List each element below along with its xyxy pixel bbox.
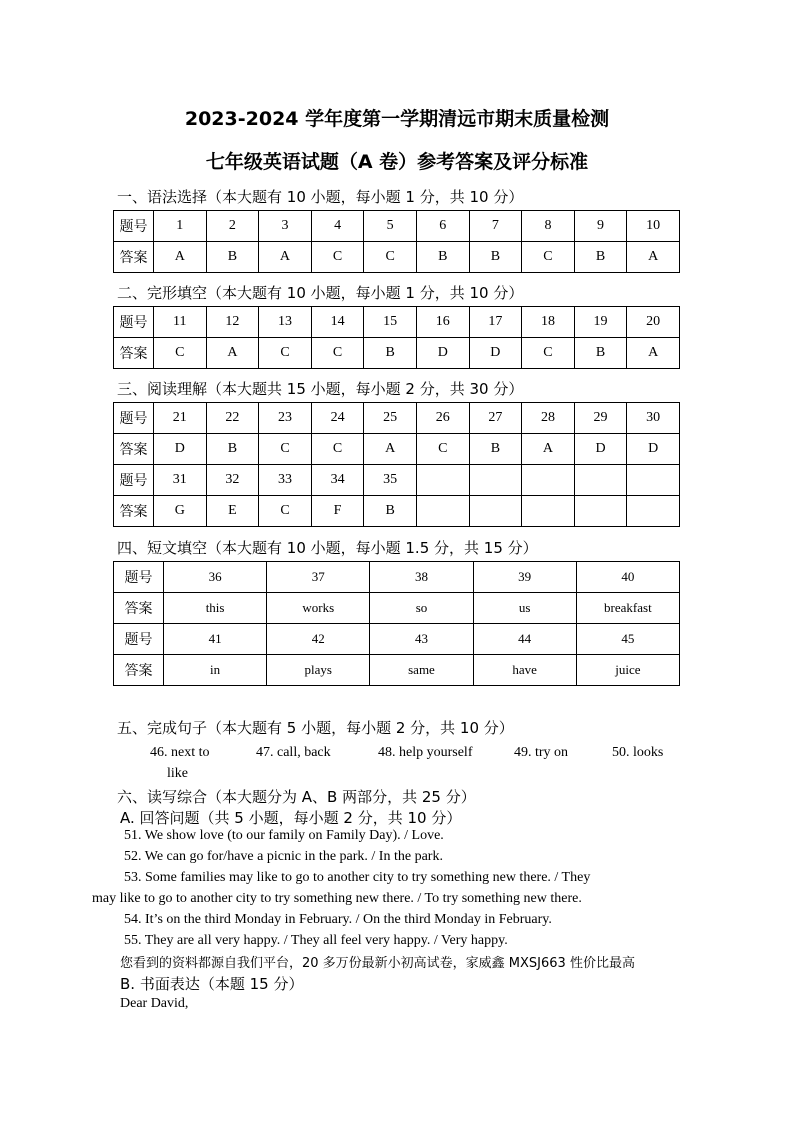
answer-cell: breakfast xyxy=(576,593,679,624)
section-2-table xyxy=(113,306,680,369)
letter-greeting: Dear David, xyxy=(120,996,189,1011)
question-number: 43 xyxy=(370,624,473,655)
empty-cell xyxy=(574,496,627,527)
answer-cell: B xyxy=(416,242,469,273)
answer-cell: B xyxy=(469,242,522,273)
empty-cell xyxy=(522,496,575,527)
answer-47: 47. call, back xyxy=(256,745,331,760)
answer-52: 52. We can go for/have a picnic in the park. / In the park. xyxy=(124,849,443,864)
answer-cell: A xyxy=(154,242,207,273)
question-number: 12 xyxy=(206,307,259,338)
row-label: 题号 xyxy=(114,562,164,593)
question-number: 11 xyxy=(154,307,207,338)
answer-cell: D xyxy=(416,338,469,369)
section-3-heading: 三、阅读理解（本大题共 15 小题，每小题 2 分，共 30 分） xyxy=(117,380,524,398)
question-number: 33 xyxy=(259,465,312,496)
empty-cell xyxy=(416,465,469,496)
answer-cell: have xyxy=(473,655,576,686)
answer-cell: B xyxy=(206,242,259,273)
question-number: 34 xyxy=(311,465,364,496)
row-label: 题号 xyxy=(114,211,154,242)
question-number: 1 xyxy=(154,211,207,242)
answer-cell: in xyxy=(164,655,267,686)
answer-48: 48. help yourself xyxy=(378,745,473,760)
question-number: 5 xyxy=(364,211,417,242)
section-5-heading: 五、完成句子（本大题有 5 小题，每小题 2 分，共 10 分） xyxy=(117,719,514,737)
table-row xyxy=(114,496,680,527)
row-label: 答案 xyxy=(114,242,154,273)
table-row xyxy=(114,403,680,434)
question-number: 18 xyxy=(522,307,575,338)
question-number: 39 xyxy=(473,562,576,593)
answer-51: 51. We show love (to our family on Family Day). / Love. xyxy=(124,828,444,843)
question-number: 25 xyxy=(364,403,417,434)
answer-cell: C xyxy=(259,338,312,369)
question-number: 8 xyxy=(522,211,575,242)
answer-cell: F xyxy=(311,496,364,527)
question-number: 20 xyxy=(627,307,680,338)
empty-cell xyxy=(627,465,680,496)
question-number: 17 xyxy=(469,307,522,338)
question-number: 3 xyxy=(259,211,312,242)
answer-cell: C xyxy=(154,338,207,369)
row-label: 答案 xyxy=(114,434,154,465)
table-row xyxy=(114,338,680,369)
row-label: 答案 xyxy=(114,655,164,686)
answer-cell: C xyxy=(416,434,469,465)
empty-cell xyxy=(627,496,680,527)
answer-cell: C xyxy=(522,242,575,273)
answer-cell: C xyxy=(259,434,312,465)
section-1-table xyxy=(113,210,680,273)
answer-55: 55. They are all very happy. / They all feel very happy. / Very happy. xyxy=(124,933,508,948)
question-number: 31 xyxy=(154,465,207,496)
answer-cell: so xyxy=(370,593,473,624)
question-number: 9 xyxy=(574,211,627,242)
question-number: 29 xyxy=(574,403,627,434)
table-row xyxy=(114,593,680,624)
answer-50-wrap: like xyxy=(167,766,188,781)
section-2-heading: 二、完形填空（本大题有 10 小题，每小题 1 分，共 10 分） xyxy=(117,284,524,302)
answer-cell: C xyxy=(311,338,364,369)
row-label: 题号 xyxy=(114,624,164,655)
table-row xyxy=(114,624,680,655)
table-row xyxy=(114,562,680,593)
answer-cell: D xyxy=(574,434,627,465)
answer-cell: B xyxy=(364,496,417,527)
section-3-table xyxy=(113,402,680,527)
question-number: 44 xyxy=(473,624,576,655)
answer-cell: A xyxy=(627,338,680,369)
part-b-heading: B. 书面表达（本题 15 分） xyxy=(120,975,304,993)
table-row xyxy=(114,211,680,242)
section-4-table xyxy=(113,561,680,686)
question-number: 28 xyxy=(522,403,575,434)
answer-cell: C xyxy=(311,434,364,465)
empty-cell xyxy=(522,465,575,496)
question-number: 45 xyxy=(576,624,679,655)
answer-50: 50. looks xyxy=(612,745,664,760)
row-label: 题号 xyxy=(114,465,154,496)
row-label: 答案 xyxy=(114,593,164,624)
question-number: 14 xyxy=(311,307,364,338)
answer-cell: works xyxy=(267,593,370,624)
answer-46: 46. next to xyxy=(150,745,210,760)
empty-cell xyxy=(469,496,522,527)
row-label: 答案 xyxy=(114,496,154,527)
answer-54: 54. It’s on the third Monday in February. / On the third Monday in February. xyxy=(124,912,552,927)
watermark-notice: 您看到的资料都源自我们平台，20 多万份最新小初高试卷，家威鑫 MXSJ663 性价比最高 xyxy=(120,956,635,971)
answer-cell: A xyxy=(206,338,259,369)
question-number: 7 xyxy=(469,211,522,242)
answer-cell: C xyxy=(364,242,417,273)
answer-cell: C xyxy=(311,242,364,273)
part-a-heading: A. 回答问题（共 5 小题，每小题 2 分，共 10 分） xyxy=(120,809,462,827)
answer-cell: B xyxy=(574,338,627,369)
empty-cell xyxy=(469,465,522,496)
question-number: 19 xyxy=(574,307,627,338)
question-number: 13 xyxy=(259,307,312,338)
question-number: 40 xyxy=(576,562,679,593)
section-6-heading: 六、读写综合（本大题分为 A、B 两部分，共 25 分） xyxy=(117,788,476,806)
section-4-heading: 四、短文填空（本大题有 10 小题，每小题 1.5 分，共 15 分） xyxy=(117,539,538,557)
answer-cell: A xyxy=(259,242,312,273)
answer-cell: this xyxy=(164,593,267,624)
answer-53: 53. Some families may like to go to another city to try something new there. / They xyxy=(124,870,591,885)
question-number: 21 xyxy=(154,403,207,434)
question-number: 6 xyxy=(416,211,469,242)
question-number: 23 xyxy=(259,403,312,434)
table-row xyxy=(114,307,680,338)
question-number: 24 xyxy=(311,403,364,434)
answer-49: 49. try on xyxy=(514,745,569,760)
answer-53-cont: may like to go to another city to try something new there. / To try something new there. xyxy=(92,891,582,906)
table-row xyxy=(114,242,680,273)
question-number: 4 xyxy=(311,211,364,242)
question-number: 42 xyxy=(267,624,370,655)
answer-cell: D xyxy=(627,434,680,465)
table-row xyxy=(114,434,680,465)
empty-cell xyxy=(574,465,627,496)
answer-cell: same xyxy=(370,655,473,686)
answer-cell: juice xyxy=(576,655,679,686)
question-number: 35 xyxy=(364,465,417,496)
question-number: 15 xyxy=(364,307,417,338)
answer-cell: B xyxy=(364,338,417,369)
answer-cell: C xyxy=(259,496,312,527)
answer-cell: B xyxy=(469,434,522,465)
answer-cell: C xyxy=(522,338,575,369)
answer-cell: A xyxy=(627,242,680,273)
answer-cell: B xyxy=(206,434,259,465)
answer-cell: G xyxy=(154,496,207,527)
question-number: 36 xyxy=(164,562,267,593)
question-number: 26 xyxy=(416,403,469,434)
page-subtitle: 七年级英语试题（A 卷）参考答案及评分标准 xyxy=(205,151,589,173)
row-label: 题号 xyxy=(114,307,154,338)
question-number: 41 xyxy=(164,624,267,655)
answer-cell: E xyxy=(206,496,259,527)
question-number: 10 xyxy=(627,211,680,242)
question-number: 38 xyxy=(370,562,473,593)
answer-cell: D xyxy=(154,434,207,465)
question-number: 37 xyxy=(267,562,370,593)
question-number: 2 xyxy=(206,211,259,242)
page-title: 2023-2024 学年度第一学期清远市期末质量检测 xyxy=(184,108,610,130)
table-row xyxy=(114,655,680,686)
question-number: 32 xyxy=(206,465,259,496)
answer-cell: B xyxy=(574,242,627,273)
question-number: 30 xyxy=(627,403,680,434)
row-label: 题号 xyxy=(114,403,154,434)
question-number: 27 xyxy=(469,403,522,434)
answer-cell: D xyxy=(469,338,522,369)
question-number: 16 xyxy=(416,307,469,338)
question-number: 22 xyxy=(206,403,259,434)
answer-cell: us xyxy=(473,593,576,624)
empty-cell xyxy=(416,496,469,527)
table-row xyxy=(114,465,680,496)
row-label: 答案 xyxy=(114,338,154,369)
answer-cell: plays xyxy=(267,655,370,686)
answer-cell: A xyxy=(522,434,575,465)
section-1-heading: 一、语法选择（本大题有 10 小题，每小题 1 分，共 10 分） xyxy=(117,188,524,206)
answer-cell: A xyxy=(364,434,417,465)
